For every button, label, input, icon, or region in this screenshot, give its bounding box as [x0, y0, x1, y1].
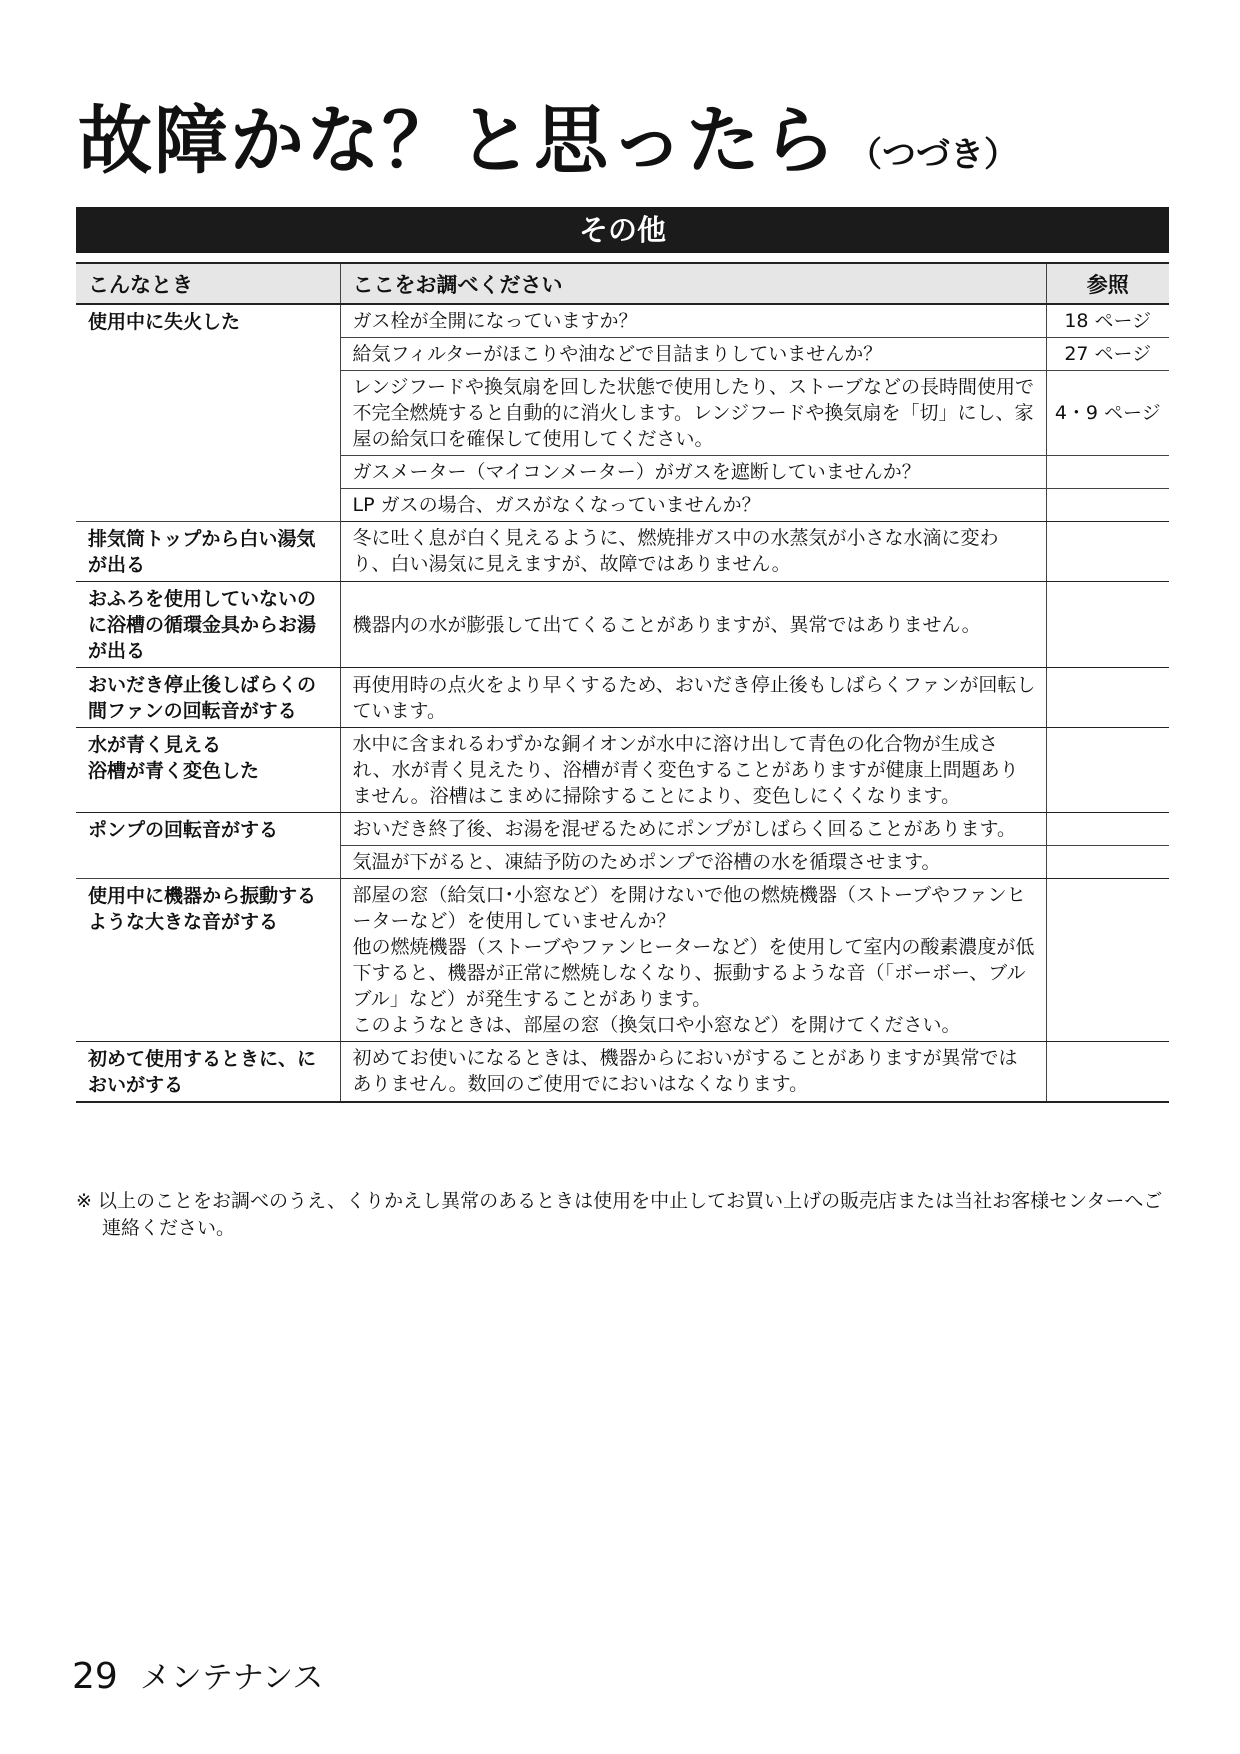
- header-check: ここをお調べください: [340, 263, 1046, 304]
- ref-cell: [1046, 1042, 1169, 1103]
- troubleshooting-table: [76, 262, 1169, 1103]
- section-header: その他: [76, 207, 1169, 253]
- table-header-row: [76, 263, 1169, 304]
- check-cell: LP ガスの場合、ガスがなくなっていませんか？: [340, 489, 1046, 522]
- ref-cell: [1046, 522, 1169, 582]
- check-line: 部屋の窓（給気口･小窓など）を開けないで他の燃焼機器（ストーブやファンヒーターなど）を使用していませんか？: [352, 884, 1026, 932]
- condition-cell: ポンプの回転音がする: [76, 813, 340, 879]
- ref-cell: [1046, 846, 1169, 879]
- check-cell: 初めてお使いになるときは、機器からにおいがすることがありますが異常ではありません。数回のご使用でにおいはなくなります。: [340, 1042, 1046, 1103]
- condition-cell: おふろを使用していないのに浴槽の循環金具からお湯が出る: [76, 582, 340, 668]
- ref-cell: [1046, 813, 1169, 846]
- ref-cell: 18 ページ: [1046, 304, 1169, 338]
- check-cell: 給気フィルターがほこりや油などで目詰まりしていませんか？: [340, 338, 1046, 371]
- table-row: [76, 668, 1169, 728]
- check-cell: 再使用時の点火をより早くするため、おいだき停止後もしばらくファンが回転しています。: [340, 668, 1046, 728]
- table-row: [76, 813, 1169, 846]
- check-cell: おいだき終了後、お湯を混ぜるためにポンプがしばらく回ることがあります。: [340, 813, 1046, 846]
- ref-cell: [1046, 582, 1169, 668]
- check-line: このようなときは、部屋の窓（換気口や小窓など）を開けてください。: [352, 1014, 961, 1036]
- header-ref: 参照: [1046, 263, 1169, 304]
- page-title: [78, 82, 1018, 188]
- ref-cell: [1046, 456, 1169, 489]
- condition-cell: [76, 728, 340, 813]
- condition-cell: 使用中に失火した: [76, 304, 340, 522]
- table-row: [76, 304, 1169, 338]
- footnote: ※ 以上のことをお調べのうえ、くりかえし異常のあるときは使用を中止してお買い上げの販売店または当社お客様センターへご連絡ください。: [76, 1190, 1163, 1239]
- table-row: [76, 522, 1169, 582]
- check-cell: 機器内の水が膨張して出てくることがありますが、異常ではありません。: [340, 582, 1046, 668]
- ref-cell: [1046, 489, 1169, 522]
- page-number: 29: [72, 1656, 118, 1697]
- condition-cell: 使用中に機器から振動するような大きな音がする: [76, 879, 340, 1042]
- ref-cell: 4・9 ページ: [1046, 371, 1169, 456]
- check-cell: 気温が下がると、凍結予防のためポンプで浴槽の水を循環させます。: [340, 846, 1046, 879]
- check-cell: [340, 879, 1046, 1042]
- ref-cell: [1046, 879, 1169, 1042]
- ref-cell: [1046, 668, 1169, 728]
- footer-section-label: メンテナンス: [139, 1660, 324, 1696]
- table-row: [76, 879, 1169, 1042]
- table-row: [76, 1042, 1169, 1103]
- check-cell: ガス栓が全開になっていますか？: [340, 304, 1046, 338]
- check-cell: ガスメーター（マイコンメーター）がガスを遮断していませんか？: [340, 456, 1046, 489]
- condition-cell: 排気筒トップから白い湯気が出る: [76, 522, 340, 582]
- table-row: [76, 728, 1169, 813]
- page-title-main: 故障かな？と思ったら: [78, 98, 838, 184]
- check-cell: 水中に含まれるわずかな銅イオンが水中に溶け出して青色の化合物が生成され、水が青く見えたり、浴槽が青く変色することがありますが健康上問題ありません。浴槽はこまめに掃除することにより、変色しにくくなります。: [340, 728, 1046, 813]
- table-row: [76, 582, 1169, 668]
- ref-cell: 27 ページ: [1046, 338, 1169, 371]
- check-line: 他の燃焼機器（ストーブやファンヒーターなど）を使用して室内の酸素濃度が低下すると、機器が正常に燃焼しなくなり、振動するような音（「ボーボー、ブルブル」など）が発生することがあります。: [352, 936, 1035, 1010]
- check-cell: 冬に吐く息が白く見えるように、燃焼排ガス中の水蒸気が小さな水滴に変わり、白い湯気に見えますが、故障ではありません。: [340, 522, 1046, 582]
- condition-line: 浴槽が青く変色した: [88, 760, 260, 782]
- condition-line: 水が青く見える: [88, 734, 222, 756]
- ref-cell: [1046, 728, 1169, 813]
- condition-cell: 初めて使用するときに、においがする: [76, 1042, 340, 1103]
- page-title-suffix: （つづき）: [848, 135, 1018, 175]
- header-condition: こんなとき: [76, 263, 340, 304]
- check-cell: レンジフードや換気扇を回した状態で使用したり、ストーブなどの長時間使用で不完全燃焼すると自動的に消火します。レンジフードや換気扇を「切」にし、家屋の給気口を確保して使用してください。: [340, 371, 1046, 456]
- page-footer: [72, 1652, 323, 1697]
- condition-cell: おいだき停止後しばらくの間ファンの回転音がする: [76, 668, 340, 728]
